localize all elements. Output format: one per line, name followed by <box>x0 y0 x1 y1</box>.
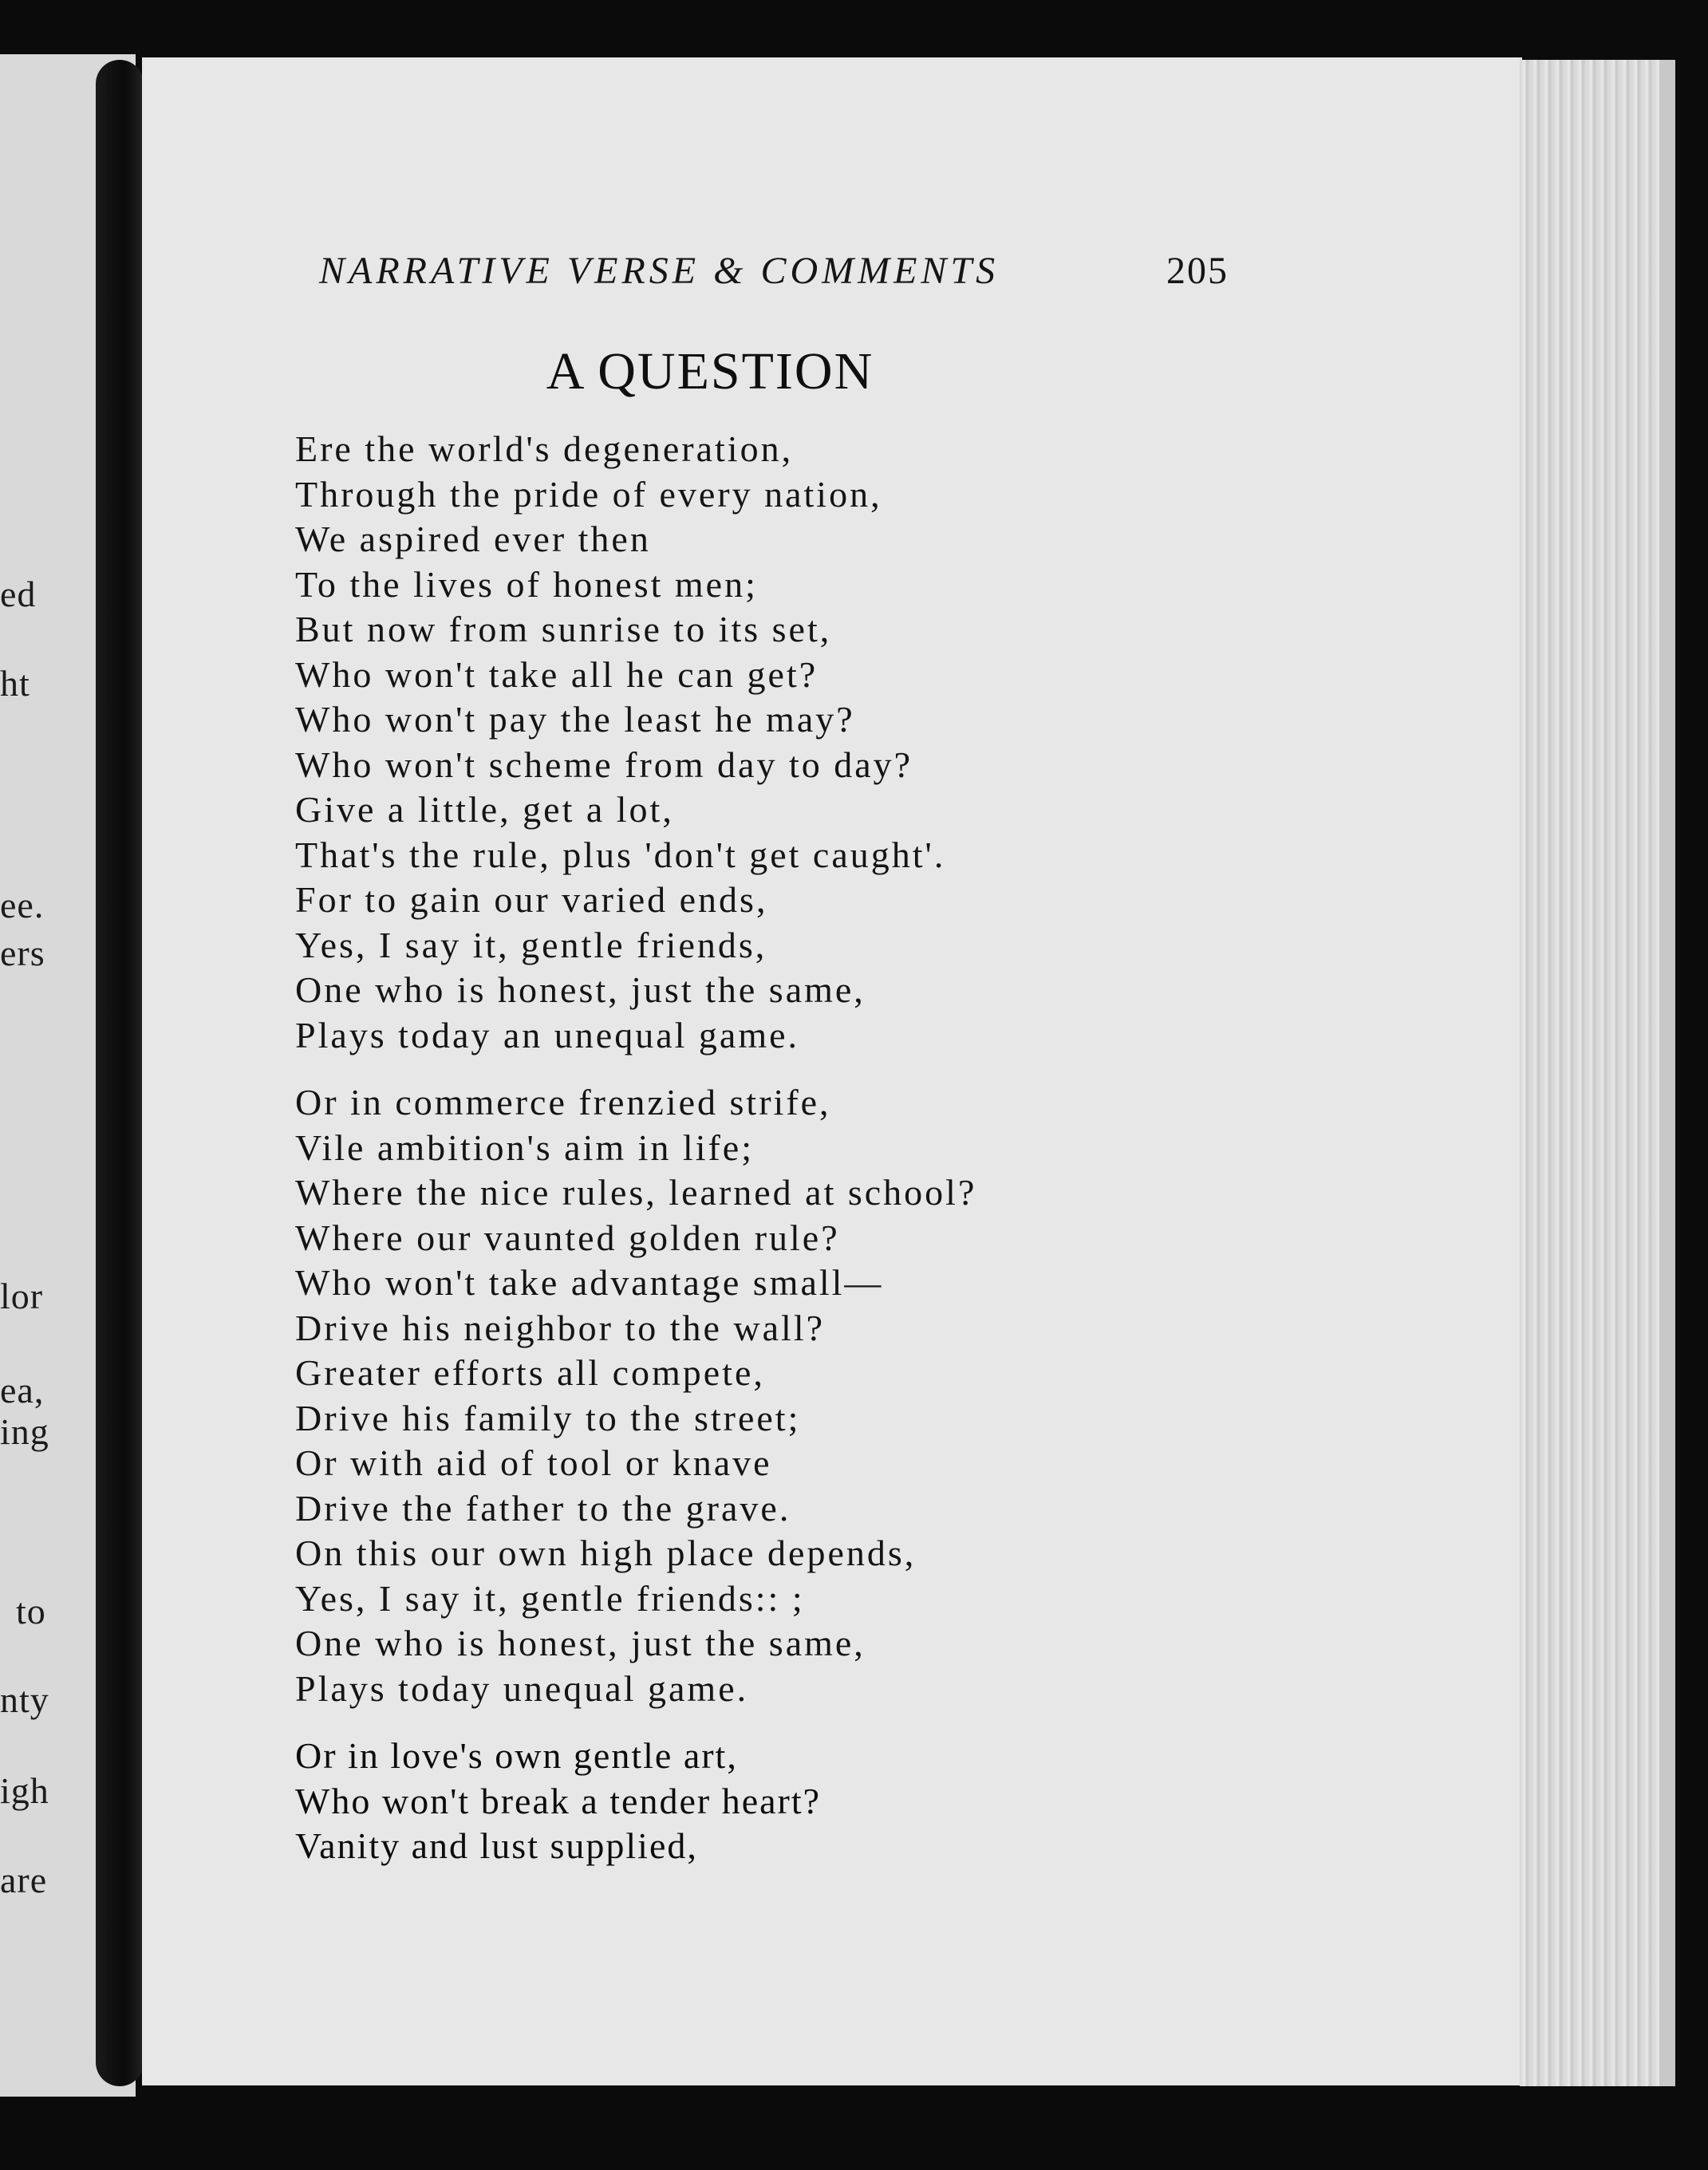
poem-body <box>295 427 1492 1869</box>
stanza-break <box>295 1711 1492 1734</box>
left-page-fragment: are <box>0 1860 48 1900</box>
poem-line: One who is honest, just the same, <box>295 969 866 1010</box>
poem-line: That's the rule, plus 'don't get caught'. <box>295 834 946 875</box>
left-page-fragment: ee. <box>0 885 45 925</box>
poem-line: We aspired ever then <box>295 519 651 559</box>
poem-line: Vile ambition's aim in life; <box>295 1126 754 1168</box>
poem-line: Who won't take all he can get? <box>295 653 818 695</box>
poem-line: To the lives of honest men; <box>295 563 758 605</box>
poem-line: Plays today unequal game. <box>295 1667 749 1709</box>
poem-line: For to gain our varied ends, <box>295 879 768 920</box>
left-page-fragment: ht <box>0 663 30 704</box>
poem-line: Who won't break a tender heart? <box>295 1780 822 1821</box>
poem-line: One who is honest, just the same, <box>295 1623 866 1663</box>
poem-line: Where the nice rules, learned at school? <box>295 1172 977 1213</box>
poem-line: Vanity and lust supplied, <box>295 1825 698 1866</box>
stanza <box>295 1734 1492 1869</box>
left-page-fragment: ing <box>0 1411 49 1452</box>
poem-line: Who won't scheme from day to day? <box>295 744 913 785</box>
stanza <box>295 427 1492 1058</box>
poem-line: Or with aid of tool or knave <box>295 1442 772 1483</box>
poem-line: But now from sunrise to its set, <box>295 609 832 649</box>
poem-title: A QUESTION <box>546 342 874 400</box>
running-head: NARRATIVE VERSE & COMMENTS <box>319 250 1000 292</box>
poem-line: Drive his neighbor to the wall? <box>295 1307 826 1348</box>
poem-line: Yes, I say it, gentle friends:: ; <box>295 1577 805 1619</box>
poem-line: Drive the father to the grave. <box>295 1487 791 1529</box>
left-page-fragment: ers <box>0 933 45 973</box>
book-gutter <box>96 60 144 2086</box>
poem-line: Through the pride of every nation, <box>295 473 882 515</box>
poem-line: Where our vaunted golden rule? <box>295 1217 840 1258</box>
poem-line: Yes, I say it, gentle friends, <box>295 924 767 965</box>
left-page-fragment: nty <box>0 1679 49 1720</box>
left-page-fragment: to <box>16 1591 46 1631</box>
poem-line: Who won't pay the least he may? <box>295 699 855 740</box>
page-number: 205 <box>1166 250 1229 292</box>
poem-line: Or in love's own gentle art, <box>295 1735 738 1776</box>
stanza <box>295 1080 1492 1711</box>
poem-line: Ere the world's degeneration, <box>295 428 794 469</box>
stanza-break <box>295 1058 1492 1080</box>
left-page-fragment: ed <box>0 574 37 614</box>
left-page-fragment: lor <box>0 1276 44 1316</box>
poem-line: Give a little, get a lot, <box>295 789 674 830</box>
page-edges <box>1520 60 1659 2086</box>
poem-line: Drive his family to the street; <box>295 1397 801 1438</box>
left-page-fragment: igh <box>0 1770 49 1811</box>
poem-line: Greater efforts all compete, <box>295 1352 765 1393</box>
page-edges-shadow <box>1659 60 1675 2086</box>
poem-line: Plays today an unequal game. <box>295 1014 800 1055</box>
left-page-fragment: ea, <box>0 1370 45 1410</box>
poem-line: Who won't take advantage small— <box>295 1262 884 1303</box>
poem-line: Or in commerce frenzied strife, <box>295 1082 831 1122</box>
poem-line: On this our own high place depends, <box>295 1533 917 1573</box>
